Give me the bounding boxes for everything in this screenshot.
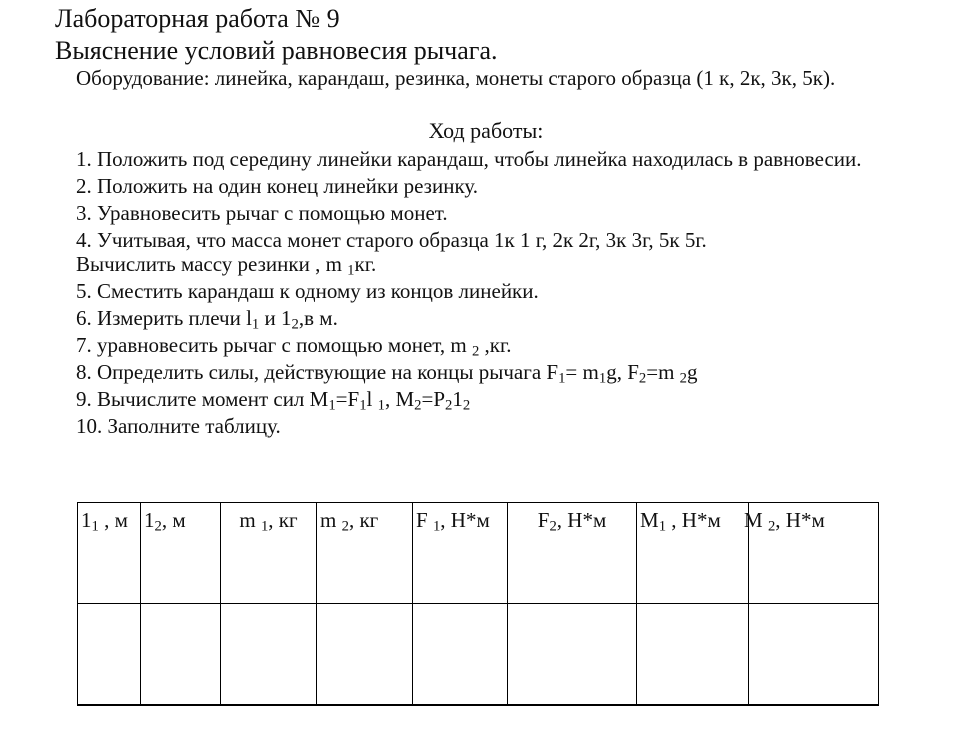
step-3: 3. Уравновесить рычаг с помощью монет. <box>76 201 448 225</box>
col-header-m1: m $_1$, кг <box>221 503 317 604</box>
lab-topic: Выяснение условий равновесия рычага. <box>55 36 498 65</box>
table-cell <box>317 604 413 706</box>
step-6: 6. Измерить плечи $l_1$ и $1_2,в$ м. <box>76 306 338 333</box>
step-1: 1. Положить под середину линейки карандаш, чтобы линейка находилась в равновесии. <box>76 147 862 171</box>
table-cell <box>508 604 637 706</box>
table-cell <box>221 604 317 706</box>
col-header-moment2: M $_2$, Н*м <box>749 503 879 604</box>
table-cell <box>413 604 508 706</box>
step-7: 7. уравновесить рычаг с помощью монет, m $_2$ ,кг. <box>76 333 512 360</box>
col-header-l1: $1_1$ , м <box>78 503 141 604</box>
table-cell <box>637 604 749 706</box>
procedure-heading: Ход работы: <box>428 118 544 143</box>
step-2: 2. Положить на один конец линейки резинку. <box>76 174 479 198</box>
col-header-l2: $1_2$, м <box>141 503 221 604</box>
col-header-f2: $F_2$, Н*м <box>508 503 637 604</box>
table-cell <box>749 604 879 706</box>
col-header-moment1: $M_1$ , Н*м <box>637 503 749 604</box>
step-4-text: 4. Учитывая, что масса монет старого образца 1к 1 г, 2к 2г, 3к 3г, 5к 5г. <box>76 228 707 252</box>
table-cell <box>141 604 221 706</box>
step-10: 10. Заполните таблицу. <box>76 414 281 438</box>
step-4 <box>76 228 906 279</box>
table-row <box>78 604 879 706</box>
col-header-m2: m $_2$, кг <box>317 503 413 604</box>
step-8: 8. Определить силы, действующие на концы рычага $F_1= m_1g$, $F_2=m$ $_2$g <box>76 360 698 387</box>
procedure-steps <box>76 147 906 441</box>
equipment-list: Оборудование: линейка, карандаш, резинка, монеты старого образца (1 к, 2к, 3к, 5к). <box>76 66 836 90</box>
col-header-f1: F $_1$, Н*м <box>413 503 508 604</box>
table-cell <box>78 604 141 706</box>
table-header-row <box>78 503 879 604</box>
step-5: 5. Сместить карандаш к одному из концов линейки. <box>76 279 539 303</box>
lab-title: Лабораторная работа № 9 <box>55 4 340 33</box>
step-9: 9. Вычислите момент сил $M_1=F_1l$ $_1$, $M_2=P_21_2$ <box>76 387 471 414</box>
results-table <box>77 502 879 706</box>
step-4-continuation: Вычислить массу резинки , m $_1$кг. <box>76 252 377 279</box>
